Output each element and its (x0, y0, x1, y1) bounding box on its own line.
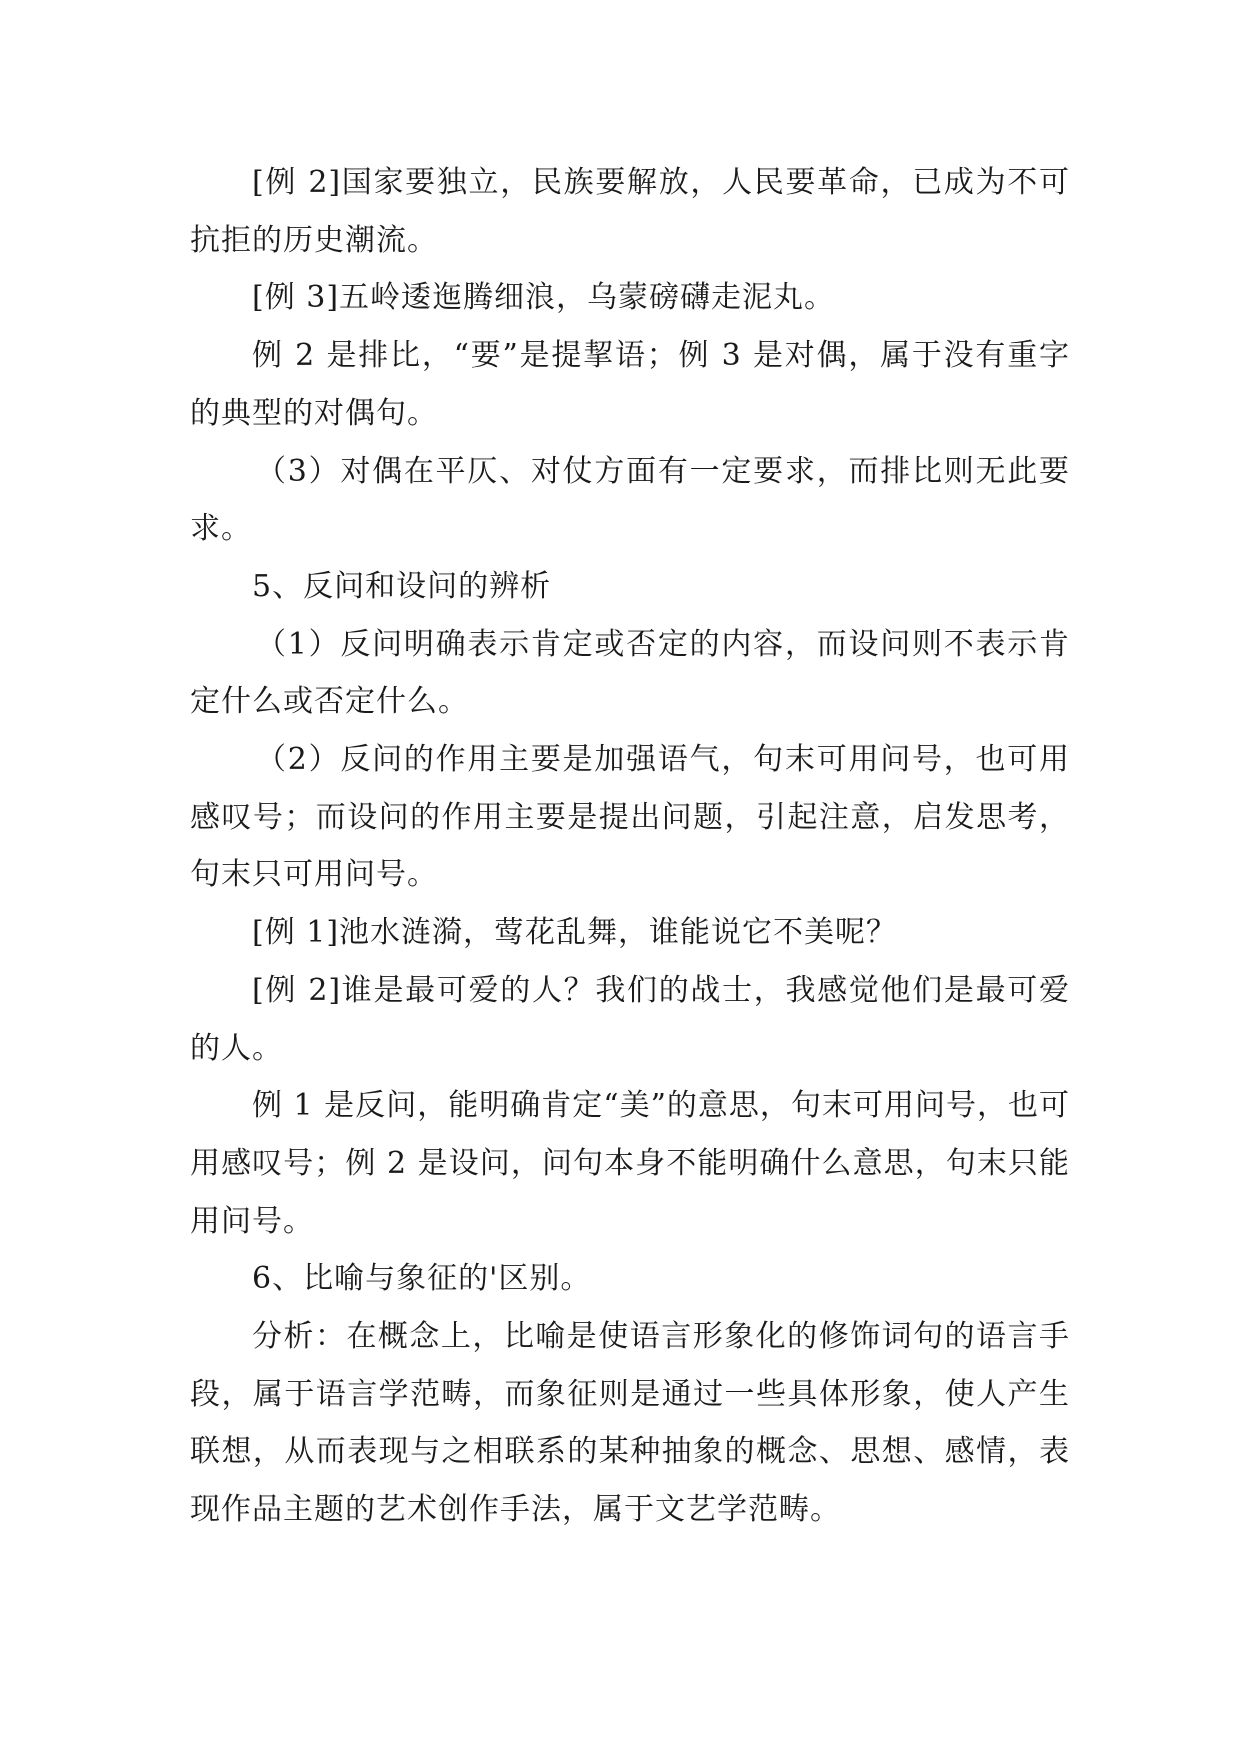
section-5-heading: 5、反问和设问的辨析 (252, 568, 552, 604)
document-body (190, 154, 1070, 1539)
section-6-heading: 6、比喻与象征的'区别。 (252, 1261, 592, 1297)
point-1-rhetorical-question: （1）反问明确表示肯定或否定的内容，而设问则不表示肯定什么或否定什么。 (190, 626, 1070, 720)
example-3-antithesis: [例 3]五岭逶迤腾细浪，乌蒙磅礴走泥丸。 (252, 280, 836, 316)
examples-1-2-analysis: 例 1 是反问，能明确肯定“美”的意思，句末可用问号，也可用感叹号；例 2 是设问，问句本身不能明确什么意思，句末只能用问号。 (190, 1088, 1070, 1239)
point-3-tonal-requirements: （3）对偶在平仄、对仗方面有一定要求，而排比则无此要求。 (190, 453, 1070, 547)
metaphor-symbol-analysis: 分析：在概念上，比喻是使语言形象化的修饰词句的语言手段，属于语言学范畴，而象征则是通过一些具体形象，使人产生联想，从而表现与之相联系的某种抽象的概念、思想、感情，表现作品主题的艺术创作手法，属于文艺学范畴。 (190, 1319, 1070, 1528)
example-2-parallelism: [例 2]国家要独立，民族要解放，人民要革命，已成为不可抗拒的历史潮流。 (190, 165, 1070, 258)
example-2-self-answered: [例 2]谁是最可爱的人？我们的战士，我感觉他们是最可爱的人。 (190, 972, 1070, 1066)
example-1-rhetorical: [例 1]池水涟漪，莺花乱舞，谁能说它不美呢？ (252, 915, 898, 951)
point-2-question-function: （2）反问的作用主要是加强语气，句末可用问号，也可用感叹号；而设问的作用主要是提出问题，引起注意，启发思考，句末只可用问号。 (190, 742, 1070, 893)
examples-2-3-analysis: 例 2 是排比，“要”是提挈语；例 3 是对偶，属于没有重字的典型的对偶句。 (190, 338, 1070, 431)
